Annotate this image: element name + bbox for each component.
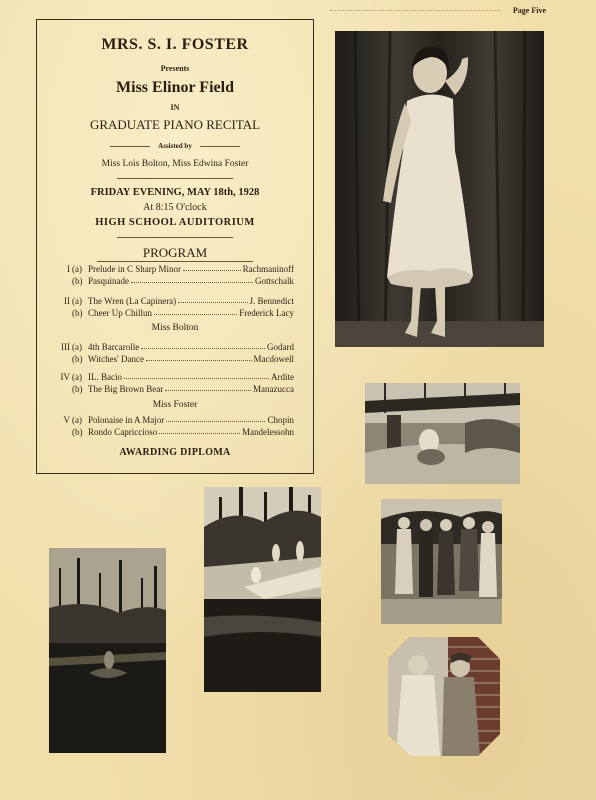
composer-name: Frederick Lacy bbox=[239, 308, 294, 318]
group-photo bbox=[381, 499, 502, 624]
composer-name: Manazucca bbox=[253, 384, 294, 394]
dot-leader bbox=[141, 342, 265, 349]
piece-title: Cheer Up Chillun bbox=[88, 308, 152, 318]
presents-text: Presents bbox=[160, 64, 190, 73]
in-text: IN bbox=[170, 103, 180, 112]
item-number bbox=[37, 276, 72, 286]
composer-name: Rachmaninoff bbox=[242, 264, 294, 274]
dot-leader bbox=[131, 276, 253, 283]
item-letter: (b) bbox=[72, 427, 83, 437]
program-item bbox=[37, 342, 313, 352]
recital-program bbox=[36, 19, 314, 474]
piece-title: Prelude in C Sharp Minor bbox=[88, 264, 181, 274]
host-name: MRS. S. I. FOSTER bbox=[101, 36, 249, 53]
assisting-performer: Miss Foster bbox=[152, 400, 198, 410]
divider-right bbox=[200, 146, 240, 147]
composer-name: Godard bbox=[267, 342, 294, 352]
program-item bbox=[37, 308, 313, 318]
dot-leader bbox=[124, 372, 269, 379]
program-item bbox=[37, 427, 313, 437]
item-number: IV bbox=[60, 372, 70, 382]
event-title: GRADUATE PIANO RECITAL bbox=[89, 117, 261, 132]
riverbank-photo bbox=[204, 487, 321, 692]
dot-leader bbox=[166, 415, 265, 422]
item-letter: (b) bbox=[72, 354, 83, 364]
piece-title: Pasquinade bbox=[88, 276, 129, 286]
piece-title: Polonaise in A Major bbox=[88, 415, 165, 425]
page-number: Page Five bbox=[512, 6, 546, 15]
item-letter: (a) bbox=[72, 296, 82, 306]
item-letter: (a) bbox=[72, 372, 82, 382]
piece-title: Rondo Capriccioso bbox=[88, 427, 158, 437]
item-letter: (a) bbox=[72, 264, 82, 274]
program-heading: PROGRAM bbox=[142, 245, 208, 260]
dot-leader bbox=[154, 308, 237, 315]
item-letter: (a) bbox=[72, 342, 82, 352]
item-number bbox=[37, 354, 72, 364]
assisted-by-text bbox=[37, 142, 313, 150]
performer-name: Miss Elinor Field bbox=[116, 79, 234, 96]
dot-leader bbox=[165, 384, 251, 391]
assistants: Miss Lois Bolton, Miss Edwina Foster bbox=[101, 159, 249, 169]
item-letter: (b) bbox=[72, 384, 83, 394]
item-letter: (a) bbox=[72, 415, 82, 425]
piece-title: 4th Barcarolle bbox=[88, 342, 140, 352]
item-number: II bbox=[64, 296, 70, 306]
item-number: V bbox=[63, 415, 70, 425]
dot-leader bbox=[183, 264, 241, 271]
item-letter: (b) bbox=[72, 276, 83, 286]
composer-name: Macdowell bbox=[253, 354, 294, 364]
item-number bbox=[37, 308, 72, 318]
closing-text: AWARDING DIPLOMA bbox=[119, 447, 231, 458]
piece-title: IL. Bacio bbox=[88, 372, 122, 382]
event-date: FRIDAY EVENING, MAY 18th, 1928 bbox=[90, 187, 260, 198]
assisted-by-label: Assisted by bbox=[158, 142, 192, 150]
divider-left bbox=[110, 146, 150, 147]
program-item bbox=[37, 372, 313, 382]
assisting-performer: Miss Bolton bbox=[151, 323, 199, 333]
item-number bbox=[37, 384, 72, 394]
composer-name: Mandelessohn bbox=[242, 427, 294, 437]
composer-name: J. Bennedict bbox=[249, 296, 294, 306]
composer-name: Gottschalk bbox=[255, 276, 294, 286]
piece-title: The Wren (La Capinera) bbox=[88, 296, 177, 306]
event-venue: HIGH SCHOOL AUDITORIUM bbox=[95, 217, 255, 228]
header-rule bbox=[330, 10, 500, 11]
divider bbox=[97, 261, 253, 262]
piece-title: The Big Brown Bear bbox=[88, 384, 164, 394]
piece-title: Witches' Dance bbox=[88, 354, 144, 364]
divider bbox=[117, 237, 233, 238]
program-item bbox=[37, 264, 313, 274]
composer-name: Chopin bbox=[267, 415, 294, 425]
program-item bbox=[37, 354, 313, 364]
program-item bbox=[37, 415, 313, 425]
item-number: I bbox=[67, 264, 70, 274]
brick-wall-photo bbox=[388, 637, 500, 756]
bridge-photo bbox=[365, 383, 520, 484]
dot-leader bbox=[146, 354, 252, 361]
item-number: III bbox=[61, 342, 70, 352]
program-item bbox=[37, 296, 313, 306]
program-item bbox=[37, 384, 313, 394]
program-item bbox=[37, 276, 313, 286]
dot-leader bbox=[159, 427, 240, 434]
item-number bbox=[37, 427, 72, 437]
item-letter: (b) bbox=[72, 308, 83, 318]
portrait-photo bbox=[335, 31, 544, 347]
composer-name: Ardite bbox=[271, 372, 294, 382]
dot-leader bbox=[178, 296, 247, 303]
event-time: At 8:15 O'clock bbox=[143, 202, 207, 213]
divider bbox=[117, 178, 233, 179]
lake-photo bbox=[49, 548, 166, 753]
